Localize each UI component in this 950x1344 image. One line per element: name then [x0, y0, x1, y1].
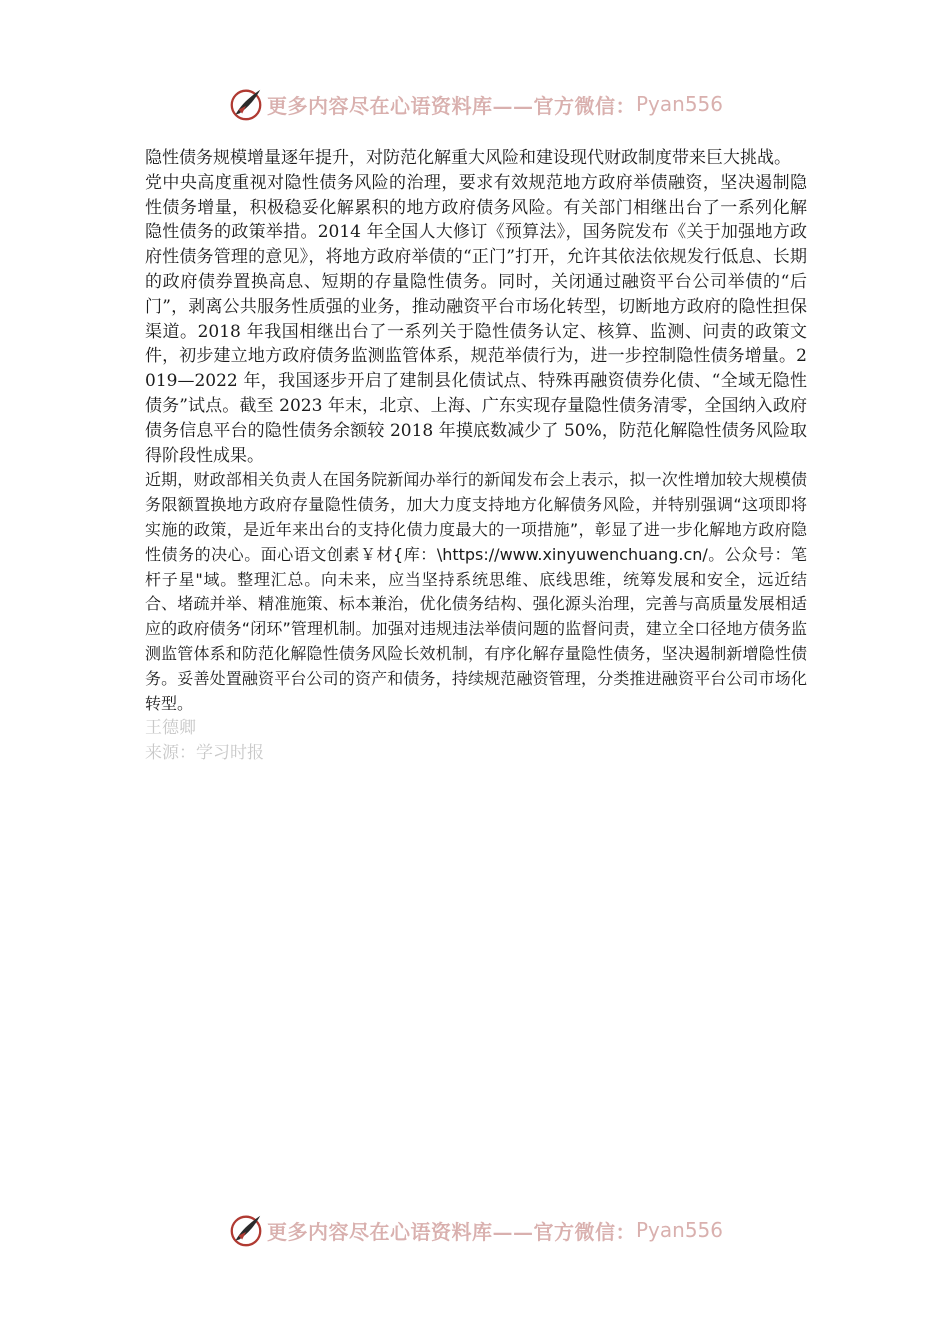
author-name: 王德卿 [145, 718, 196, 739]
paragraph-1: 隐性债务规模增量逐年提升，对防范化解重大风险和建设现代财政制度带来巨大挑战。 [145, 148, 791, 168]
banner-wechat-id: Pyan556 [635, 92, 723, 116]
paragraph-2: 党中央高度重视对隐性债务风险的治理，要求有效规范地方政府举债融资，坚决遏制隐性债务增量，积极稳妥化解累积的地方政府债务风险。有关部门相继出台了一系列化解隐性债务的政策举措。2014 年全国人大修订《预算法》，国务院发布《关于加强地方政府性债务管理的意见》，将地方政府举债的“正门”打开，允许其依法依规发行低息、长期的政府债券置换高息、短期的存量隐性债务。同时，关闭通过融资平台公司举债的“后门”，剥离公共服务性质强的业务，推动融资平台市场化转型，切断地方政府的隐性担保渠道。2018 年我国相继出台了一系列关于隐性债务认定、核算、监测、问责的政策文件，初步建立地方政府债务监测监管体系，规范举债行为，进一步控制隐性债务增量。2019—2022 年，我国逐步开启了建制县化债试点、特殊再融资债券化债、“全域无隐性债务”试点。截至 2023 年末，北京、上海、广东实现存量隐性债务清零，全国纳入政府债务信息平台的隐性债务余额较 2018 年摸底数减少了 50%，防范化解隐性债务风险取得阶段性成果。 [145, 172, 807, 466]
article-body [145, 146, 807, 766]
banner-wechat-id: Pyan556 [635, 1218, 723, 1242]
banner-slogan: 更多内容尽在心语资料库——官方微信： [266, 1219, 636, 1244]
header-banner [0, 82, 950, 126]
paragraph-3: 近期，财政部相关负责人在国务院新闻办举行的新闻发布会上表示，拟一次性增加较大规模债务限额置换地方政府存量隐性债务，加大力度支持地方化解债务风险，并特别强调“这项即将实施的政策，是近年来出台的支持化债力度最大的一项措施”，彰显了进一步化解地方政府隐性债务的决心。面心语文创素￥材{库：\https://www.xinyuwenchuang.cn/。公众号：笔杆子星"域。整理汇总。向未来，应当坚持系统思维、底线思维，统筹发展和安全，远近结合、堵疏并举、精准施策、标本兼治，优化债务结构、强化源头治理，完善与高质量发展相适应的政府债务“闭环”管理机制。加强对违规违法举债问题的监督问责，建立全口径地方债务监测监管体系和防范化解隐性债务风险长效机制，有序化解存量隐性债务，坚决遏制新增隐性债务。妥善处置融资平台公司的资产和债务，持续规范融资管理，分类推进融资平台公司市场化转型。 [145, 470, 807, 713]
quill-seal-icon [227, 85, 265, 123]
quill-seal-icon [227, 1211, 265, 1249]
article-source: 来源：学习时报 [145, 743, 264, 764]
footer-banner [0, 1208, 950, 1252]
banner-slogan: 更多内容尽在心语资料库——官方微信： [266, 93, 636, 118]
